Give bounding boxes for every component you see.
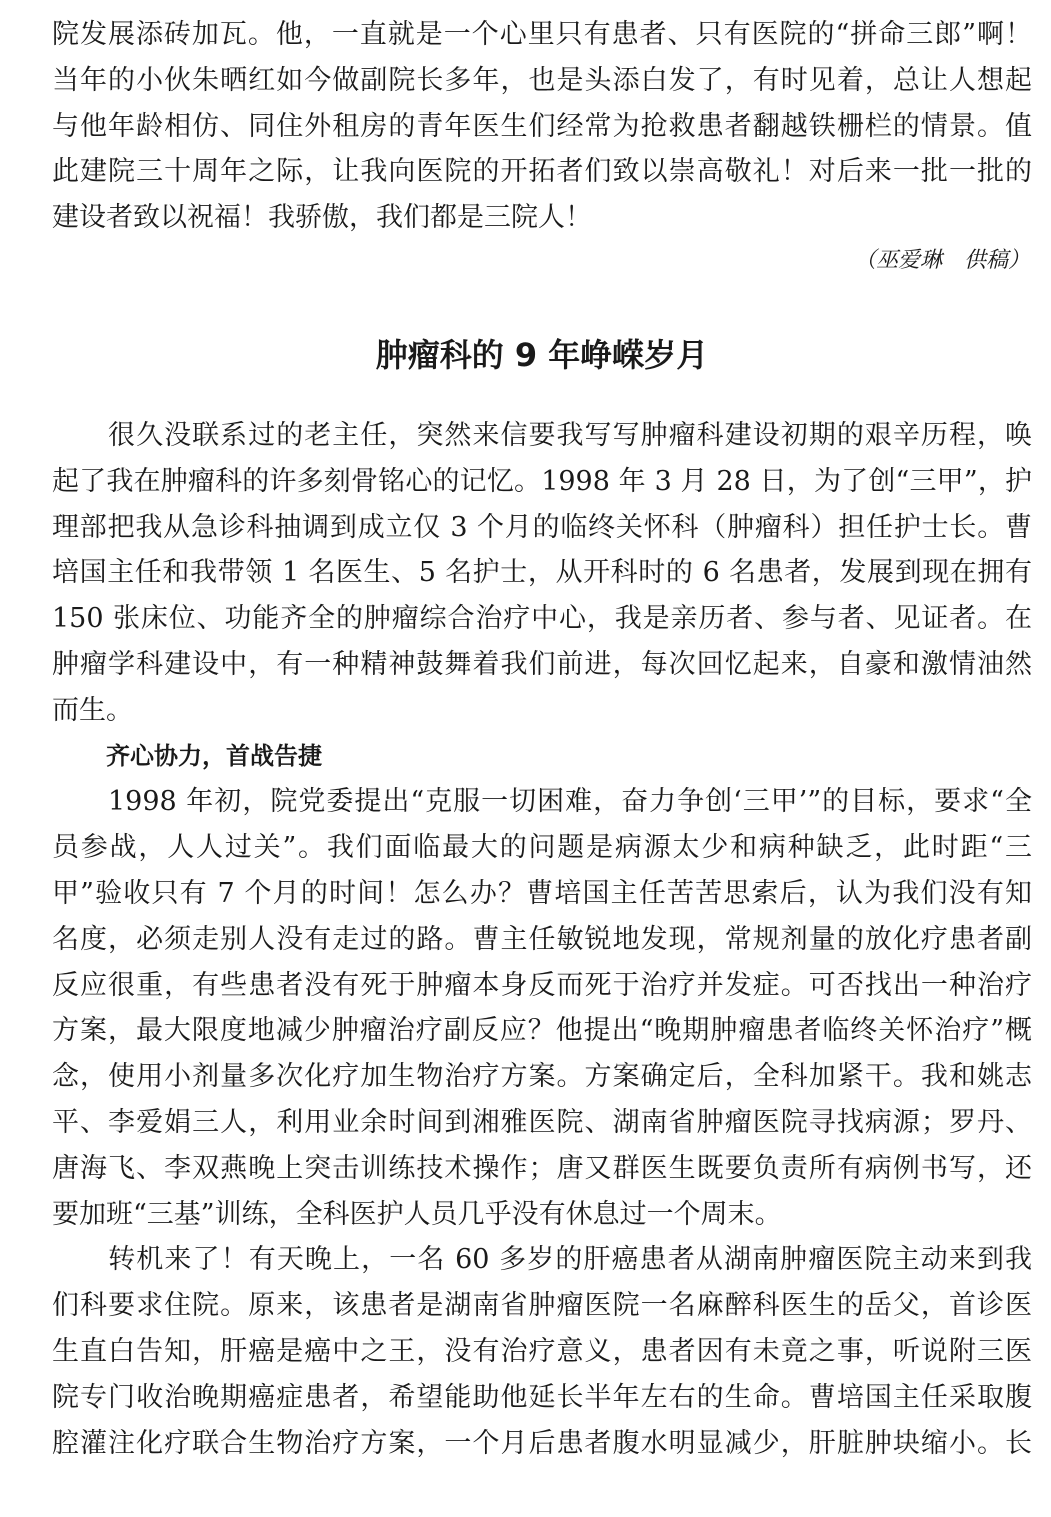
text-line: 腔灌注化疗联合生物治疗方案，一个月后患者腹水明显减少，肝脏肿块缩小。长: [52, 1427, 1032, 1459]
paragraph-1: [52, 413, 1032, 734]
text-line: 要加班“三基”训练，全科医护人员几乎没有休息过一个周末。: [52, 1198, 782, 1230]
text-line: 院发展添砖加瓦。他，一直就是一个心里只有患者、只有医院的“拼命三郎”啊！: [52, 19, 1032, 50]
text-line: 反应很重，有些患者没有死于肿瘤本身反而死于治疗并发症。可否找出一种治疗: [52, 969, 1032, 1001]
section-heading: 齐心协力，首战告捷: [106, 741, 322, 770]
text-line: 150 张床位、功能齐全的肿瘤综合治疗中心，我是亲历者、参与者、见证者。在: [52, 603, 1032, 635]
text-line: 平、李爱娟三人，利用业余时间到湘雅医院、湖南省肿瘤医院寻找病源；罗丹、: [52, 1106, 1032, 1138]
text-line: 与他年龄相仿、同住外租房的青年医生们经常为抢救患者翻越铁栅栏的情景。值: [52, 110, 1032, 142]
text-line: 们科要求住院。原来，该患者是湖南省肿瘤医院一名麻醉科医生的岳父，首诊医: [52, 1290, 1032, 1322]
text-line: 起了我在肿瘤科的许多刻骨铭心的记忆。1998 年 3 月 28 日，为了创“三甲”，护: [52, 465, 1032, 497]
text-line: 唐海飞、李双燕晚上突击训练技术操作；唐又群医生既要负责所有病例书写，还: [52, 1152, 1032, 1184]
text-line: 当年的小伙朱晒红如今做副院长多年，也是头添白发了，有时见着，总让人想起: [52, 64, 1032, 96]
text-line: 肿瘤学科建设中，有一种精神鼓舞着我们前进，每次回忆起来，自豪和激情油然: [52, 648, 1032, 680]
text-line: 转机来了！有天晚上，一名 60 多岁的肝癌患者从湖南肿瘤医院主动来到我: [52, 1244, 1032, 1276]
intro-paragraph: [52, 12, 1032, 241]
text-line: 方案，最大限度地减少肿瘤治疗副反应？他提出“晚期肿瘤患者临终关怀治疗”概: [52, 1015, 1032, 1047]
text-line: 此建院三十周年之际，让我向医院的开拓者们致以崇高敬礼！对后来一批一批的: [52, 156, 1032, 188]
text-line: 培国主任和我带领 1 名医生、5 名护士，从开科时的 6 名患者，发展到现在拥有: [52, 557, 1032, 589]
text-line: 1998 年初，院党委提出“克服一切困难，奋力争创‘三甲’”的目标，要求“全: [52, 786, 1032, 818]
document-page: [52, 12, 1032, 1466]
text-line: 院专门收治晚期癌症患者，希望能助他延长半年左右的生命。曹培国主任采取腹: [52, 1381, 1032, 1413]
author-credit: （巫爱琳 供稿）: [853, 247, 1030, 273]
text-line: 名度，必须走别人没有走过的路。曹主任敏锐地发现，常规剂量的放化疗患者副: [52, 923, 1032, 955]
text-line: 建设者致以祝福！我骄傲，我们都是三院人！: [52, 202, 592, 234]
article-title: 肿瘤科的 9 年峥嵘岁月: [375, 335, 709, 374]
text-line: 而生。: [52, 694, 133, 726]
text-line: 很久没联系过的老主任，突然来信要我写写肿瘤科建设初期的艰辛历程，唤: [52, 419, 1032, 451]
text-line: 甲”验收只有 7 个月的时间！怎么办？曹培国主任苦苦思索后，认为我们没有知: [52, 877, 1032, 909]
text-line: 念，使用小剂量多次化疗加生物治疗方案。方案确定后，全科加紧干。我和姚志: [52, 1061, 1032, 1093]
paragraph-2: [52, 779, 1032, 1237]
paragraph-3: [52, 1237, 1032, 1466]
text-line: 生直白告知，肝癌是癌中之王，没有治疗意义，患者因有未竟之事，听说附三医: [52, 1335, 1032, 1367]
text-line: 员参战，人人过关”。我们面临最大的问题是病源太少和病种缺乏，此时距“三: [52, 832, 1032, 864]
text-line: 理部把我从急诊科抽调到成立仅 3 个月的临终关怀科（肿瘤科）担任护士长。曹: [52, 511, 1032, 543]
